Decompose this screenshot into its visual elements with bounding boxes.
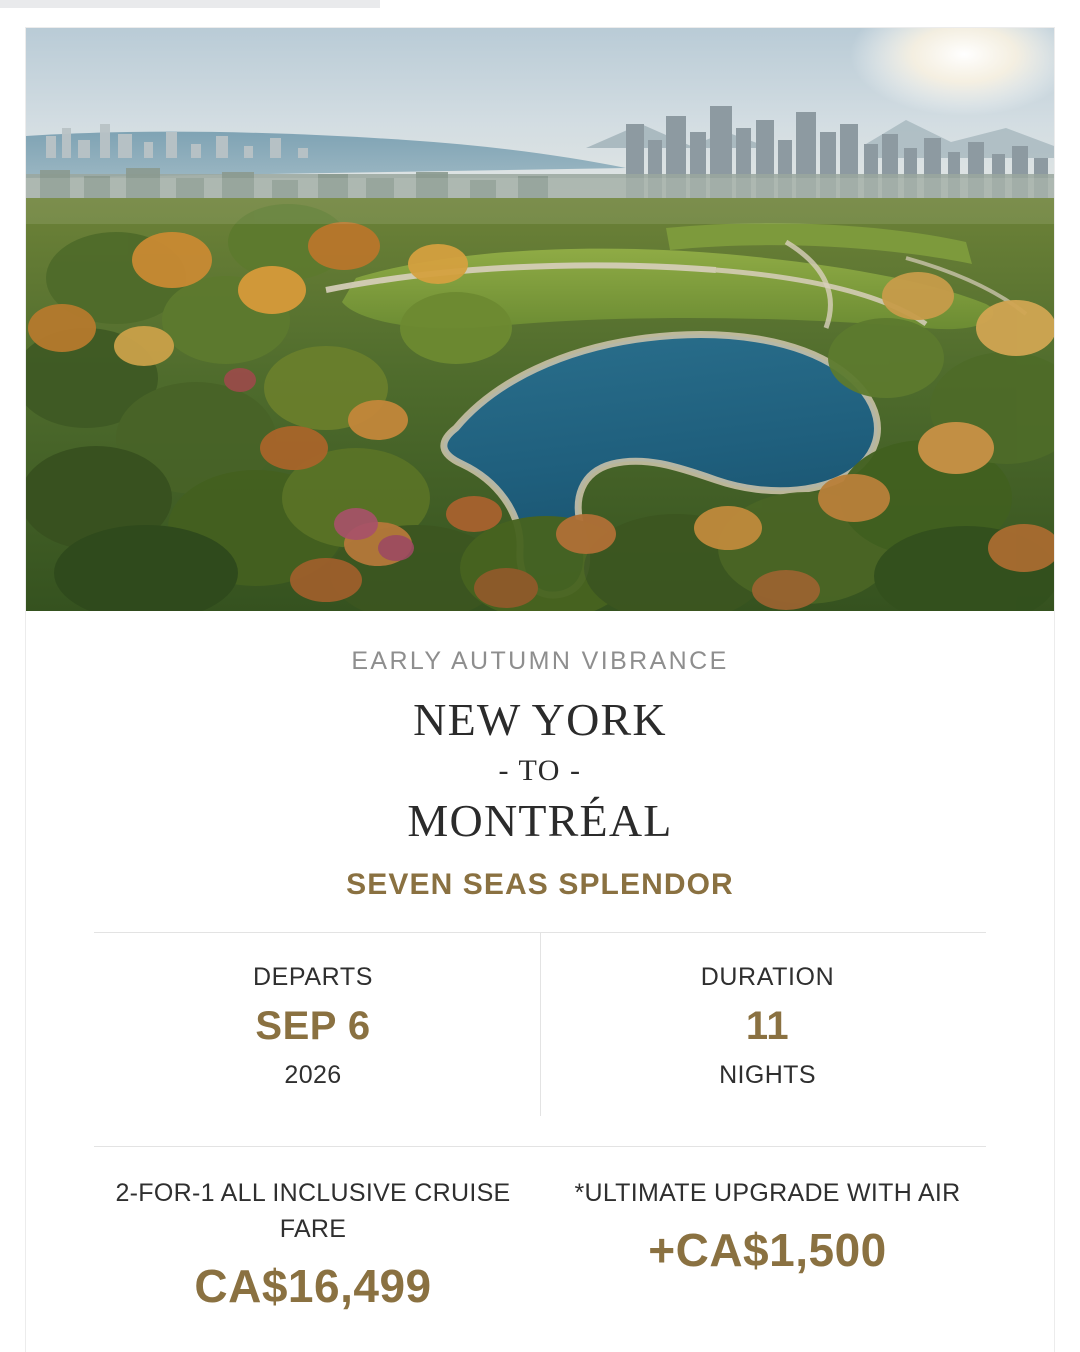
departs-year: 2026 [284, 1060, 342, 1089]
fact-departs [86, 933, 540, 1116]
duration-unit: NIGHTS [719, 1060, 816, 1089]
duration-label: DURATION [700, 962, 835, 991]
duration-value: 11 [745, 1003, 790, 1048]
prices-row [86, 1147, 994, 1324]
ultimate-upgrade-value: +CA$1,500 [648, 1224, 887, 1277]
card-body [26, 647, 1054, 1323]
route-destination: MONTRÉAL [407, 794, 673, 846]
cruise-fare-value: CA$16,499 [194, 1260, 432, 1313]
route-block [86, 694, 994, 848]
fact-duration [540, 933, 994, 1116]
price-ultimate-upgrade [540, 1147, 994, 1324]
hero-image [26, 28, 1054, 611]
route-origin: NEW YORK [413, 694, 667, 745]
cruise-offer-card[interactable] [26, 28, 1054, 1352]
route-separator: - TO - [498, 753, 582, 787]
departs-label: DEPARTS [253, 962, 373, 991]
departs-value: SEP 6 [255, 1003, 371, 1048]
hero-illustration [26, 28, 1054, 611]
price-cruise-fare [86, 1147, 540, 1324]
ship-name: SEVEN SEAS SPLENDOR [346, 867, 734, 901]
page-top-edge [0, 0, 380, 8]
offer-eyebrow: EARLY AUTUMN VIBRANCE [351, 647, 729, 675]
ultimate-upgrade-label: *ULTIMATE UPGRADE WITH AIR [574, 1178, 961, 1207]
facts-row [86, 933, 994, 1116]
cruise-fare-label: 2-FOR-1 ALL INCLUSIVE CRUISE FARE [115, 1178, 511, 1244]
